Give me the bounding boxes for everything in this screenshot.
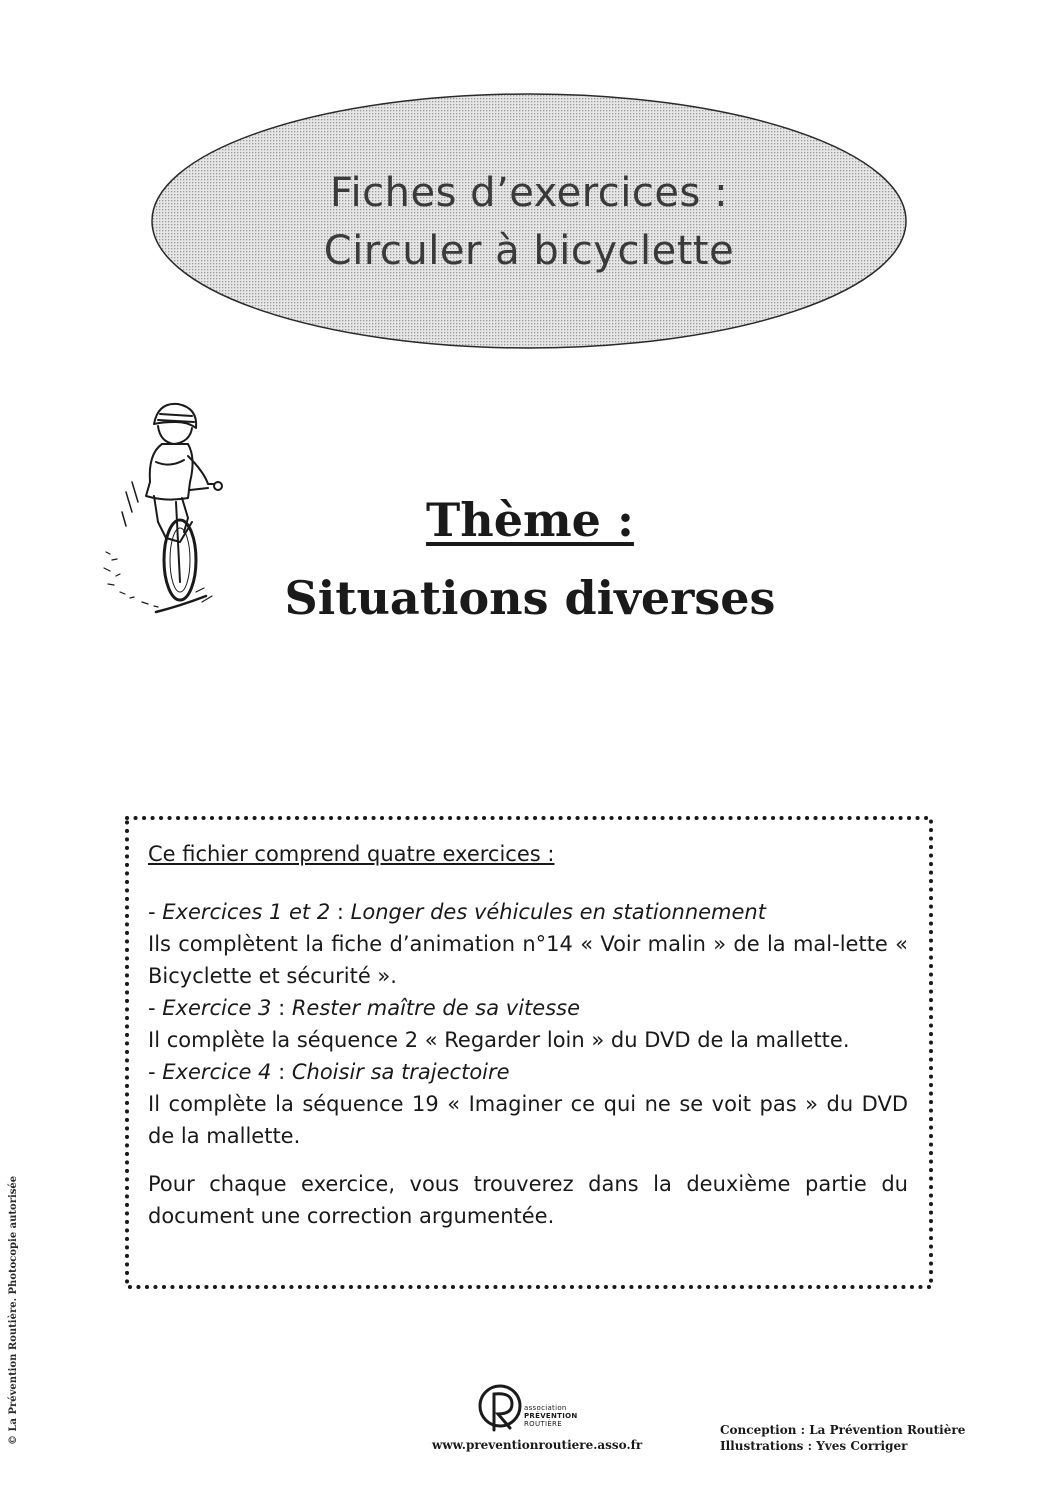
logo-line-3: ROUTIÈRE [524,1420,562,1428]
logo-text [524,1404,578,1428]
theme-block [270,485,790,641]
exercise-name: Exercice 3 [162,996,272,1020]
conception-credit: Conception : La Prévention Routière [720,1423,966,1437]
side-copyright: © La Prévention Routière. Photocopie autorisée [8,1175,19,1445]
closing-text: Pour chaque exercice, vous trouverez dans la deuxième partie du document une correction argumentée. [148,1172,908,1228]
title-line-2: Circuler à bicyclette [323,228,735,274]
exercise-desc-2: Il complète la séquence 2 « Regarder loin » du DVD de la mallette. [148,1028,850,1052]
page-title [150,164,908,280]
info-box [148,838,908,1232]
exercise-title-1 [148,896,908,928]
exercise-prefix: - [148,996,163,1020]
exercise-name: Exercice 4 [162,1060,272,1084]
logo-line-1: association [524,1404,567,1412]
exercise-topic: Rester maître de sa vitesse [291,996,581,1020]
exercise-prefix: - [148,900,163,924]
exercise-topic: Longer des véhicules en stationnement [350,900,766,924]
exercise-desc-3: Il complète la séquence 19 « Imaginer ce qui ne se voit pas » du DVD de la mallette. [148,1092,908,1148]
exercise-separator: : [330,900,351,924]
logo-line-2: PRÉVENTION [524,1412,578,1420]
exercise-title-3 [148,1056,908,1088]
title-line-1: Fiches d’exercices : [329,170,729,216]
exercise-separator: : [271,1060,292,1084]
cyclist-illustration [96,392,236,622]
theme-value: Situations diverses [284,571,776,625]
info-heading: Ce fichier comprend quatre exercices : [148,842,555,866]
credits [720,1422,965,1454]
exercise-topic: Choisir sa trajectoire [291,1060,510,1084]
theme-label: Thème : [426,493,634,547]
exercise-title-2 [148,992,908,1024]
website-link[interactable]: www.preventionroutiere.asso.fr [432,1438,643,1452]
title-oval [150,92,908,350]
spacer [148,1152,908,1168]
exercise-separator: : [271,996,292,1020]
illustrations-credit: Illustrations : Yves Corriger [720,1439,908,1453]
exercise-name: Exercices 1 et 2 [162,900,331,924]
exercise-desc-1: Ils complètent la fiche d’animation n°14 « Voir malin » de la mal-lette « Bicyclette et sécurité ». [148,932,908,988]
exercise-prefix: - [148,1060,163,1084]
